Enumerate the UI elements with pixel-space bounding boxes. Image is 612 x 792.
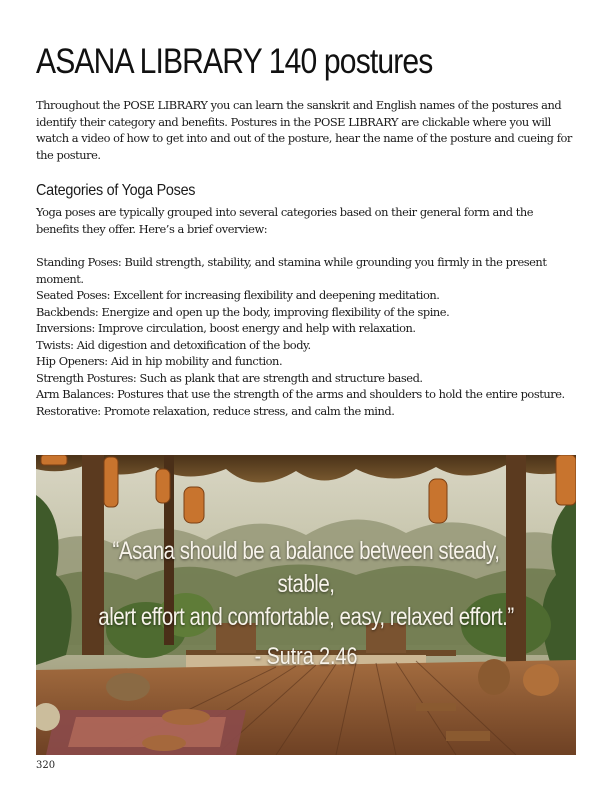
category-standing-poses: Standing Poses: Build strength, stability, and stamina while grounding you firmly in the present moment. [36, 255, 547, 286]
page-number: 320 [36, 760, 56, 771]
quote-attribution: - Sutra 2.46 [254, 643, 358, 670]
category-twists: Twists: Aid digestion and detoxification of the body. [36, 337, 311, 352]
page-title: ASANA LIBRARY 140 postures [36, 42, 433, 81]
quote-line-1: “Asana should be a balance between steady, stable, [112, 537, 500, 598]
categories-list [36, 254, 576, 419]
intro-paragraph: Throughout the POSE LIBRARY you can learn the sanskrit and English names of the postures and identify their category and benefits. Postures in the POSE LIBRARY are clickable where you will watch a video of how to get into and out of the posture, hear the name of the posture and cueing for the posture. [36, 98, 572, 162]
category-arm-balances: Arm Balances: Postures that use the strength of the arms and shoulders to hold the entire posture. [36, 387, 565, 401]
category-hip-openers: Hip Openers: Aid in hip mobility and function. [36, 354, 283, 368]
category-inversions: Inversions: Improve circulation, boost energy and help with relaxation. [36, 321, 416, 335]
category-restorative: Restorative: Promote relaxation, reduce stress, and calm the mind. [36, 403, 395, 418]
categories-heading: Categories of Yoga Poses [36, 182, 196, 199]
quote-line-2: alert effort and comfortable, easy, relaxed effort.” [98, 603, 514, 631]
yoga-deck-photo [36, 455, 576, 755]
quote-text [85, 535, 528, 634]
category-seated-poses: Seated Poses: Excellent for increasing flexibility and deepening meditation. [36, 288, 440, 302]
category-backbends: Backbends: Energize and open up the body, improving flexibility of the spine. [36, 304, 450, 319]
category-strength-postures: Strength Postures: Such as plank that are strength and structure based. [36, 370, 423, 385]
categories-intro: Yoga poses are typically grouped into several categories based on their general form and the benefits they offer. Here’s a brief overview: [36, 205, 534, 236]
